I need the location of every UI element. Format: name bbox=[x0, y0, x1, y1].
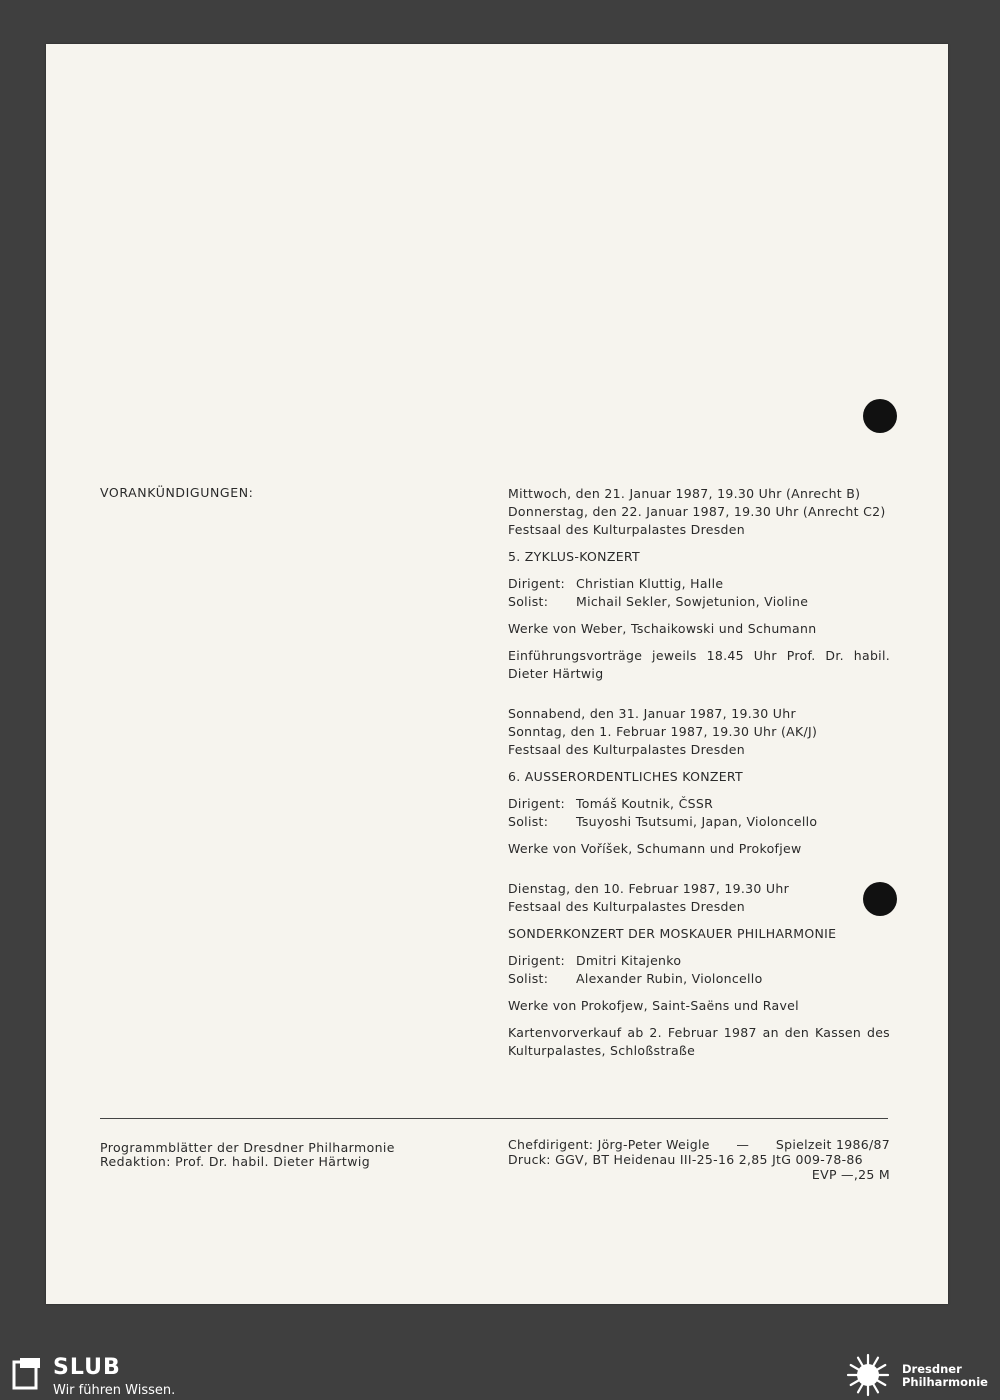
slub-logo-icon[interactable] bbox=[12, 1358, 42, 1392]
soloist-name: Alexander Rubin, Violoncello bbox=[576, 971, 763, 986]
soloist-label: Solist: bbox=[508, 971, 549, 986]
price-line bbox=[508, 1167, 890, 1182]
slub-name[interactable]: SLUB bbox=[53, 1355, 121, 1380]
soloist-row bbox=[508, 970, 890, 988]
price: EVP —,25 M bbox=[811, 1167, 890, 1182]
soloist-label: Solist: bbox=[508, 814, 549, 829]
event-date-line: Sonnabend, den 31. Januar 1987, 19.30 Uhr bbox=[508, 706, 796, 721]
event-note: Einführungsvorträge jeweils 18.45 Uhr Prof. Dr. habil. Dieter Härtwig bbox=[508, 648, 890, 681]
chief-conductor: Chefdirigent: Jörg-Peter Weigle bbox=[508, 1137, 710, 1152]
publication-line: Programmblätter der Dresdner Philharmonie bbox=[100, 1140, 395, 1155]
event-entry bbox=[508, 485, 890, 683]
conductor-label: Dirigent: bbox=[508, 953, 566, 968]
event-date-line: Donnerstag, den 22. Januar 1987, 19.30 Uhr (Anrecht C2) bbox=[508, 504, 886, 519]
viewer-footer-bar bbox=[0, 1350, 1000, 1400]
slub-tagline: Wir führen Wissen. bbox=[53, 1383, 176, 1398]
editor-line: Redaktion: Prof. Dr. habil. Dieter Härtwig bbox=[100, 1154, 371, 1169]
event-title: 5. ZYKLUS-KONZERT bbox=[508, 549, 640, 564]
philharmonie-logo-icon[interactable] bbox=[842, 1352, 894, 1398]
philharmonie-name-line: Philharmonie bbox=[902, 1375, 988, 1389]
conductor-row bbox=[508, 952, 890, 970]
conductor-row bbox=[508, 575, 890, 593]
event-date-line: Dienstag, den 10. Februar 1987, 19.30 Uhr bbox=[508, 881, 790, 896]
event-venue: Festsaal des Kulturpalastes Dresden bbox=[508, 899, 745, 914]
footer-divider bbox=[100, 1118, 888, 1119]
event-title: 6. AUSSERORDENTLICHES KONZERT bbox=[508, 769, 743, 784]
conductor-row bbox=[508, 795, 890, 813]
soloist-name: Tsuyoshi Tsutsumi, Japan, Violoncello bbox=[576, 814, 818, 829]
philharmonie-name bbox=[902, 1363, 988, 1389]
soloist-label: Solist: bbox=[508, 594, 549, 609]
print-line bbox=[508, 1152, 890, 1167]
document-page bbox=[46, 44, 948, 1304]
print-info: Druck: GGV, BT Heidenau III-25-16 2,85 JtG 009-78-86 bbox=[508, 1152, 863, 1167]
event-date-line: Mittwoch, den 21. Januar 1987, 19.30 Uhr (Anrecht B) bbox=[508, 486, 861, 501]
event-works: Werke von Weber, Tschaikowski und Schumann bbox=[508, 621, 817, 636]
soloist-row bbox=[508, 593, 890, 611]
event-venue: Festsaal des Kulturpalastes Dresden bbox=[508, 522, 745, 537]
dash: — bbox=[736, 1137, 750, 1152]
footer-left bbox=[100, 1141, 395, 1169]
event-entry bbox=[508, 880, 890, 1060]
soloist-row bbox=[508, 813, 890, 831]
conductor-name: Christian Kluttig, Halle bbox=[576, 576, 724, 591]
conductor-name: Tomáš Koutnik, ČSSR bbox=[576, 796, 714, 811]
punch-hole bbox=[863, 399, 897, 433]
event-date-line: Sonntag, den 1. Februar 1987, 19.30 Uhr (AK/J) bbox=[508, 724, 818, 739]
chief-season-line bbox=[508, 1137, 890, 1152]
announcements bbox=[508, 485, 890, 1077]
conductor-name: Dmitri Kitajenko bbox=[576, 953, 682, 968]
philharmonie-name-line: Dresdner bbox=[902, 1362, 962, 1376]
event-entry bbox=[508, 705, 890, 858]
event-works: Werke von Voříšek, Schumann und Prokofjew bbox=[508, 841, 802, 856]
event-title: SONDERKONZERT DER MOSKAUER PHILHARMONIE bbox=[508, 926, 837, 941]
soloist-name: Michail Sekler, Sowjetunion, Violine bbox=[576, 594, 809, 609]
event-note: Kartenvorverkauf ab 2. Februar 1987 an den Kassen des Kulturpalastes, Schloßstraße bbox=[508, 1025, 890, 1058]
conductor-label: Dirigent: bbox=[508, 796, 566, 811]
event-works: Werke von Prokofjew, Saint-Saëns und Ravel bbox=[508, 998, 799, 1013]
footer-right bbox=[508, 1137, 890, 1182]
season: Spielzeit 1986/87 bbox=[775, 1137, 890, 1152]
event-venue: Festsaal des Kulturpalastes Dresden bbox=[508, 742, 745, 757]
section-heading: VORANKÜNDIGUNGEN: bbox=[100, 485, 254, 500]
conductor-label: Dirigent: bbox=[508, 576, 566, 591]
